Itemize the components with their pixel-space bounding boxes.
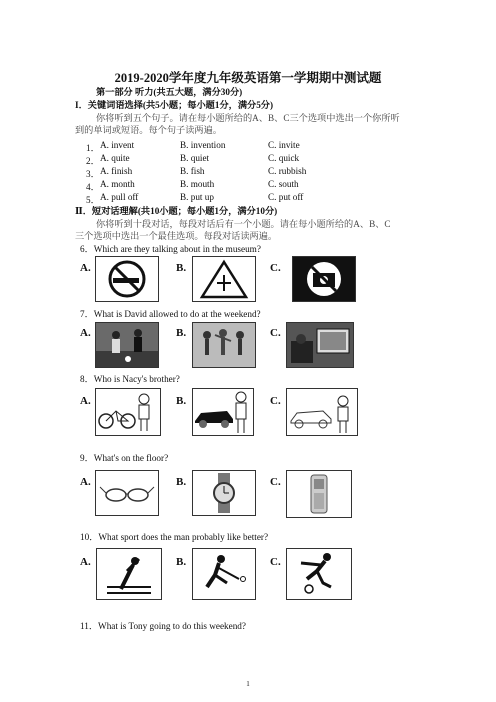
page-number: 1 (246, 680, 250, 688)
dancing-photo (192, 322, 256, 368)
option-letter-a: A. (80, 327, 91, 339)
option-a: A. invent (100, 140, 135, 150)
option-letter-a: A. (80, 556, 91, 568)
section1-instruction-cont: 到的单词或短语。每个句子读两遍。 (75, 125, 222, 135)
option-c: C. put off (268, 192, 304, 202)
option-letter-a: A. (80, 476, 91, 488)
section2-instruction-cont: 三个选项中选出一个最佳选项。每段对话读两遍。 (75, 231, 278, 241)
section2-instruction: 你将听到十段对话，每段对话后有一个小题。请在每小题所给的A、B、C (96, 219, 391, 229)
option-letter-c: C. (270, 476, 281, 488)
option-letter-b: B. (176, 327, 187, 339)
question-8: 8．Who is Nacy's brother? (80, 374, 180, 384)
section1-instruction: 你将听到五个句子。请在每小题所给的A、B、C三个选项中选出一个你所听 (96, 113, 400, 123)
row-number: 3． (86, 169, 100, 179)
option-letter-b: B. (176, 476, 187, 488)
option-b: B. invention (180, 140, 226, 150)
basketball-pictogram-icon (96, 548, 162, 600)
man-with-car-icon (192, 388, 254, 436)
mobile-phone-icon (286, 470, 352, 518)
row-number: 2． (86, 156, 100, 166)
question-11: 11．What is Tony going to do this weekend? (80, 621, 246, 631)
glasses-icon (95, 470, 159, 516)
option-letter-c: C. (270, 327, 281, 339)
ice-hockey-pictogram-icon (192, 548, 256, 600)
option-letter-b: B. (176, 395, 187, 407)
playing-football-photo (95, 322, 159, 368)
boy-with-bicycle-icon (95, 388, 161, 436)
option-a: A. finish (100, 166, 133, 176)
question-6: 6．Which are they talking about in the museum? (80, 244, 261, 254)
section2-heading: Ⅱ．短对话理解(共10小题；每小题1分，满分10分) (75, 206, 278, 216)
boy-with-car-icon (286, 388, 358, 436)
page-title: 2019-2020学年度九年级英语第一学期期中测试题 (114, 71, 382, 85)
option-c: C. quick (268, 153, 300, 163)
option-letter-b: B. (176, 262, 187, 274)
no-smoking-sign-icon (95, 256, 159, 302)
option-b: B. fish (180, 166, 205, 176)
option-a: A. month (100, 179, 135, 189)
section1-heading: I．关键词语选择(共5小题；每小题1分，满分5分) (75, 100, 274, 110)
option-c: C. rubbish (268, 166, 307, 176)
watch-icon (192, 470, 256, 516)
row-number: 4． (86, 182, 100, 192)
option-b: B. mouth (180, 179, 215, 189)
option-letter-c: C. (270, 395, 281, 407)
option-b: B. quiet (180, 153, 210, 163)
warning-sign-icon (192, 256, 256, 302)
row-number: 5． (86, 195, 100, 205)
option-letter-a: A. (80, 262, 91, 274)
option-c: C. invite (268, 140, 300, 150)
option-a: A. pull off (100, 192, 139, 202)
part-heading: 第一部分 听力(共五大题，满分30分) (96, 87, 243, 97)
option-letter-c: C. (270, 262, 281, 274)
football-pictogram-icon (286, 548, 352, 600)
watching-tv-photo (286, 322, 354, 368)
question-7: 7．What is David allowed to do at the weekend? (80, 309, 261, 319)
option-letter-c: C. (270, 556, 281, 568)
no-photography-sign-icon (292, 256, 356, 302)
question-10: 10．What sport does the man probably like better? (80, 532, 269, 542)
row-number: 1． (86, 143, 100, 153)
question-9: 9．What's on the floor? (80, 453, 169, 463)
option-c: C. south (268, 179, 299, 189)
option-letter-a: A. (80, 395, 91, 407)
option-b: B. put up (180, 192, 214, 202)
option-letter-b: B. (176, 556, 187, 568)
option-a: A. quite (100, 153, 130, 163)
